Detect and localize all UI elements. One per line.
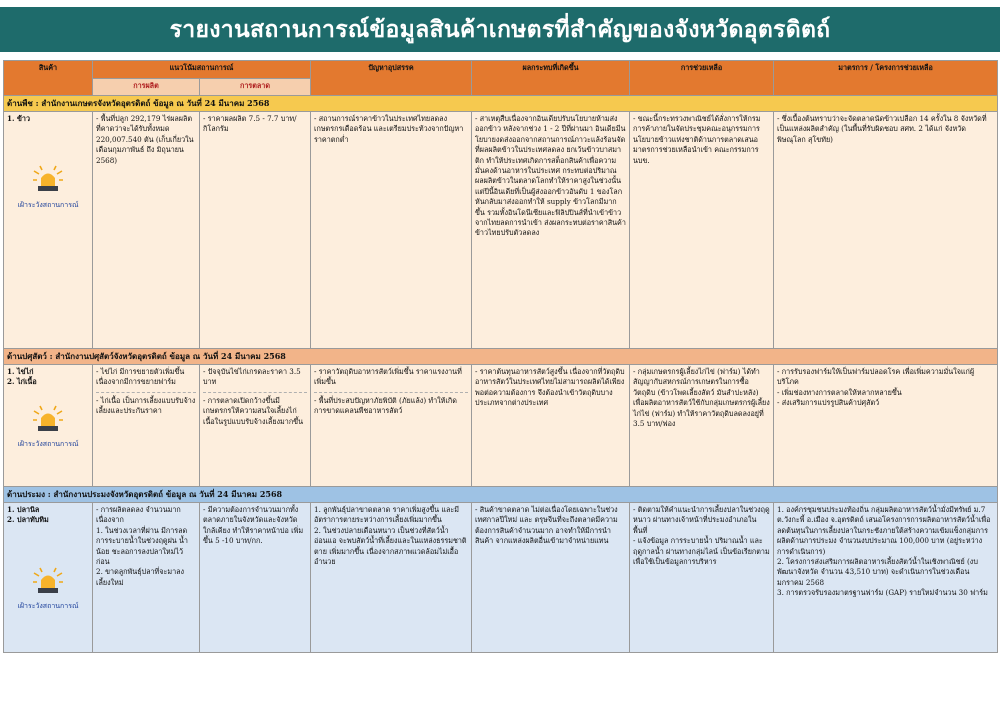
problems-feed: - ราคาวัตถุดิบอาหารสัตว์เพิ่มขึ้น ราคาแรงงานที่เพิ่มขึ้น bbox=[314, 367, 462, 387]
section-heading-plant: ด้านพืช : สำนักงานเกษตรจังหวัดอุตรดิตถ์ ข้อมูล ณ วันที่ 24 มีนาคม 2568 bbox=[4, 96, 998, 112]
measures-cell: - ซึ่งเบื้องต้นทราบว่าจะจัดตลาดนัดข้าวเปลือก 14 ครั้งใน 8 จังหวัดที่เป็นแหล่งผลิตสำคัญ (ในพื้นที่รับผิดชอบ สศท. 2 ได้แก่ จังหวัดพิษณุโลก สุโขทัย) bbox=[774, 112, 998, 349]
section-heading-livestock: ด้านปศุสัตว์ : สำนักงานปศุสัตว์จังหวัดอุตรดิตถ์ ข้อมูล ณ วันที่ 24 มีนาคม 2568 bbox=[4, 349, 998, 365]
alert-box bbox=[7, 404, 89, 450]
production-cell: - พื้นที่ปลูก 292,179 ไร่ผลผลิตที่คาดว่าจะได้รับทั้งหมด 220,007.540 ตัน (เก็บเกี่ยวในเดือนกุมภาพันธ์ ถึง มิถุนายน 2568) bbox=[93, 112, 200, 349]
measures-text: - การรับรองฟาร์มให้เป็นฟาร์มปลอดโรค เพื่อเพิ่มความมั่นใจแก่ผู้บริโภค - เพิ่มช่องทางการตลาดให้หลากหลายขึ้น - ส่งเสริมการแปรรูปสินค้าปศุสัตว์ bbox=[777, 367, 975, 408]
product-cell bbox=[4, 503, 93, 653]
header-problems: ปัญหาอุปสรรค bbox=[311, 61, 472, 96]
market-cell bbox=[200, 365, 311, 487]
siren-alert-icon bbox=[33, 404, 63, 434]
help-cell: - ขณะนี้กระทรวงพาณิชย์ได้สั่งการให้กรมการค้าภายในจัดประชุมคณะอนุกรรมการนโยบายข้าวแห่งชาติด้านการตลาดเสนอมาตรการช่วยเหลือนำเข้า คณะกรรมการ นบข. bbox=[630, 112, 774, 349]
title-bar bbox=[0, 7, 1000, 52]
header-impact: ผลกระทบที่เกิดขึ้น bbox=[472, 61, 630, 96]
market-cell: - ราคาผลผลิต 7.5 - 7.7 บาท/กิโลกรัม bbox=[200, 112, 311, 349]
alert-box bbox=[7, 164, 89, 210]
production-eggs: - ไข่ไก่ มีการขยายตัวเพิ่มขึ้น เนื่องจากมีการขยายฟาร์ม bbox=[96, 367, 187, 387]
product-name: 1. ปลานิล bbox=[7, 505, 40, 514]
production-cell bbox=[93, 365, 200, 487]
impact-cell: - สาเหตุสืบเนื่องจากอินเดียปรับนโยบายห้ามส่งออกข้าว หลังจากช่วง 1 - 2 ปีที่ผ่านมา อินเดียมีนโยบายงดส่งออกจากสถานการณ์ภาวะแล้งร้อนจัดที่ผลผลิตข้าวในประเทศลดลง ยกเว้นข้าวบาสมาติก ทำให้ประเทศเกิดการสต็อกสินค้าเพื่อความมั่นคงด้านอาหารในประเทศ กระทบต่อปริมาณผลผลิตข้าวในตลาดโลกทำให้ราคาสูงในช่วงนั้น แต่ปีนี้อินเดียที่เป็นผู้ส่งออกข้าวอันดับ 1 ของโลก หันกลับมาส่งออกทำให้ supply ข้าวโลกมีมากขึ้น รวมทั้งอินโดนีเซียและฟิลิปปินส์ที่นำเข้าข้าวจากไทยลดการนำเข้า ส่งผลกระทบต่อราคาสินค้าข้าวไทยปรับตัวลดลง bbox=[472, 112, 630, 349]
market-eggs: - ปัจจุบันไข่ไก่เกรดละราคา 3.5 บาท bbox=[203, 367, 304, 387]
title-banner bbox=[0, 0, 1000, 56]
product-name: 2. ปลาทับทิม bbox=[7, 515, 49, 525]
header-measures: มาตรการ / โครงการช่วยเหลือ bbox=[774, 61, 998, 96]
product-name: 1. ไข่ไก่ bbox=[7, 367, 34, 376]
measures-cell bbox=[774, 503, 998, 653]
page-title: รายงานสถานการณ์ข้อมูลสินค้าเกษตรที่สำคัญของจังหวัดอุตรดิตถ์ bbox=[169, 15, 831, 43]
production-cell bbox=[93, 503, 200, 653]
siren-alert-icon bbox=[33, 164, 63, 194]
measures-text: 1. องค์กรชุมชนประมงท้องถิ่น กลุ่มผลิตอาหารสัตว์น้ำมั่งมีทรัพย์ ม.7 ต.วังกะพี้ อ.เมือง จ.อุตรดิตถ์ เสนอโครงการการผลิตอาหารสัตว์น้ำเพื่อลดต้นทุนในการเลี้ยงปลาในกระชังภายใต้สร้างความเข้มแข็งกลุ่มการผลิตด้านการประมง จำนวนงบประมาณ 100,000 บาท (อยู่ระหว่างการดำเนินการ) 2. โครงการส่งเสริมการผลิตอาหารเลี้ยงสัตว์น้ำในเชิงพาณิชย์ (งบพัฒนาจังหวัด จำนวน 43,510 บาท) จะดำเนินการในช่วงเดือน มกราคม 2568 3. การตรวจรับรองมาตรฐานฟาร์ม (GAP) รายใหม่จำนวน 30 ฟาร์ม bbox=[777, 505, 991, 598]
problems-cell bbox=[311, 365, 472, 487]
header-trend: แนวโน้มสถานการณ์ bbox=[93, 61, 311, 79]
header-production: การผลิต bbox=[93, 79, 200, 96]
alert-label: เฝ้าระวังสถานการณ์ bbox=[17, 602, 79, 611]
product-name: 1. ข้าว bbox=[7, 114, 30, 123]
production-text: - การผลิตลดลง จำนวนมากเนื่องจาก 1. ในช่วงเวลาที่ผ่าน มีการลดการระบายน้ำในช่วงฤดูฝน น้ำน้อย ชะลอการลงปลาใหม่ไว้ก่อน 2. ขาดลูกพันธุ์ปลาที่จะมาลงเลี้ยงใหม่ bbox=[96, 505, 188, 587]
header-market: การตลาด bbox=[200, 79, 311, 96]
alert-box bbox=[7, 566, 89, 612]
product-name: 2. ไก่เนื้อ bbox=[7, 377, 37, 387]
problems-text: 1. ลูกพันธุ์ปลาขาดตลาด ราคาเพิ่มสูงขึ้น และมีอัตราการตายระหว่างการเลี้ยงเพิ่มมากขึ้น 2. ในช่วงปลายเดือนหนาว เป็นช่วงที่สัตว์น้ำอ่อนแอ จะพบสัตว์น้ำที่เลี้ยงและในแหล่งธรรมชาติตาย เพิ่มมากขึ้น เนื่องจากสภาพแวดล้อมไม่เอื้ออำนวย bbox=[314, 505, 467, 567]
product-cell bbox=[4, 112, 93, 349]
impact-cell: - สินค้าขาดตลาด ไม่ต่อเนื่องโดยเฉพาะในช่วงเทศกาลปีใหม่ และ ตรุษจีนที่จะถึงตลาดมีความต้องการสินค้าจำนวนมาก อาจทำให้มีการนำสินค้า จากแหล่งผลิตอื่นเข้ามาจำหน่ายแทน bbox=[472, 503, 630, 653]
measures-cell bbox=[774, 365, 998, 487]
help-cell: - กลุ่มเกษตรกรผู้เลี้ยงไก่ไข่ (ฟาร์ม) ได้ทำสัญญากับสหกรณ์การเกษตรในการซื้อวัตถุดิบ (ข้าวโพดเลี้ยงสัตว์ มันสำปะหลัง) เพื่อผลิตอาหารสัตว์ใช้กับกลุ่มเกษตรกรผู้เลี้ยงไก่ไข่ (ฟาร์ม) ทำให้ราคาวัตถุดิบลดลงอยู่ที่ 3.5 บาท/ฟอง bbox=[630, 365, 774, 487]
production-broiler: - ไก่เนื้อ เป็นการเลี้ยงแบบรับจ้างเลี้ยงและประกันราคา bbox=[96, 395, 196, 416]
market-broiler: - การตลาดเปิดกว้างขึ้นมีเกษตรกรให้ความสนใจเลี้ยงไก่เนื้อในรูปแบบรับจ้างเลี้ยงมากขึ้น bbox=[203, 395, 304, 426]
help-cell bbox=[630, 503, 774, 653]
alert-label: เฝ้าระวังสถานการณ์ bbox=[17, 200, 79, 209]
problems-cell: - สถานการณ์ราคาข้าวในประเทศไทยลดลง เกษตรกรเดือดร้อน และเตรียมประท้วงจากปัญหาราคาตกต่ำ bbox=[311, 112, 472, 349]
problems-cell bbox=[311, 503, 472, 653]
section-heading-fishery: ด้านประมง : สำนักงานประมงจังหวัดอุตรดิตถ์ ข้อมูล ณ วันที่ 24 มีนาคม 2568 bbox=[4, 487, 998, 503]
header-help: การช่วยเหลือ bbox=[630, 61, 774, 96]
market-cell: - มีความต้องการจำนวนมากทั้งตลาดภายในจังหวัดและจังหวัดใกล้เคียง ทำให้ราคาหน้าบ่อ เพิ่มขึ้น 5 -10 บาท/กก. bbox=[200, 503, 311, 653]
header-product: สินค้า bbox=[4, 61, 93, 96]
problems-drought: - พื้นที่ประสบปัญหาภัยพิบัติ (ภัยแล้ง) ทำให้เกิดการขาดแคลนพืชอาหารสัตว์ bbox=[314, 395, 457, 416]
product-cell bbox=[4, 365, 93, 487]
impact-cell: - ราคาต้นทุนอาหารสัตว์สูงขึ้น เนื่องจากที่วัตถุดิบอาหารสัตว์ในประเทศไทยไม่สามารถผลิตได้เพียงพอต่อความต้องการ จึงต้องนำเข้าวัตถุดิบบางประเภทจากต่างประเทศ bbox=[472, 365, 630, 487]
siren-alert-icon bbox=[33, 566, 63, 596]
report-table bbox=[3, 60, 998, 653]
alert-label: เฝ้าระวังสถานการณ์ bbox=[17, 440, 79, 449]
help-text: - ติดตามให้คำแนะนำการเลี้ยงปลาในช่วงฤดูหนาว ผ่านทางเจ้าหน้าที่ประมงอำเภอในพื้นที่ - แจ้งข้อมูล การระบายน้ำ ปริมาณน้ำ และฤดูกาลน้ำ ผ่านทางกลุ่มไลน์ เป็นข้อเรียกตาม เพื่อใช้เป็นข้อมูลการบริหาร bbox=[633, 505, 770, 567]
